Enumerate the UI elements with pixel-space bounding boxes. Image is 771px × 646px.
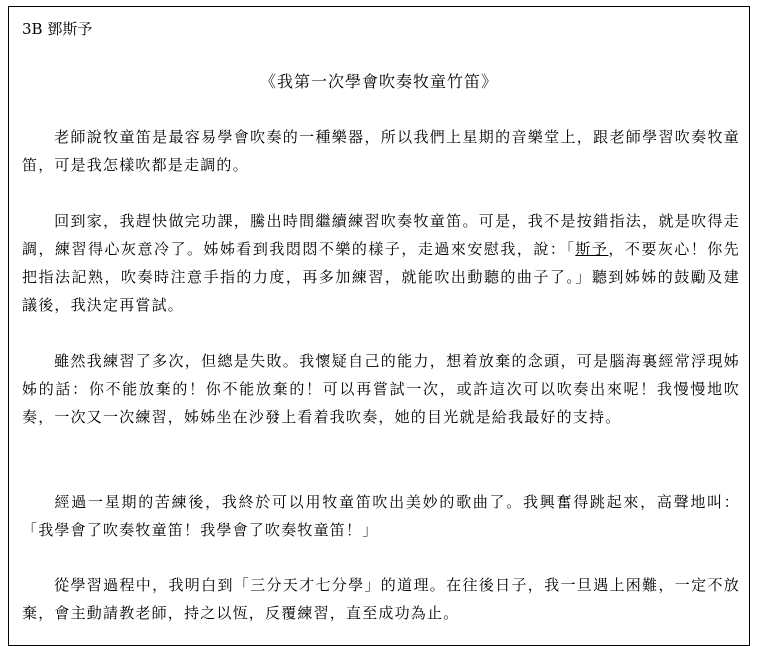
paragraph-3-text: 雖然我練習了多次，但總是失敗。我懷疑自己的能力，想着放棄的念頭，可是腦海裏經常浮現姊姊的話：你不能放棄的！你不能放棄的！可以再嘗試一次，或許這次可以吹奏出來呢！我慢慢地吹奏，一次又一次練習，姊姊坐在沙發上看着我吹奏，她的目光就是給我最好的支持。 xyxy=(22,352,740,426)
paragraph-5 xyxy=(22,571,740,627)
paragraph-2-text-b: ，不要灰心！你先把指法記熟，吹奏時注意手指的力度，再多加練習，就能吹出動聽的曲子了。」聽到姊姊的鼓勵及建議後，我決定再嘗試。 xyxy=(22,240,740,314)
paragraph-4 xyxy=(22,488,740,544)
paragraph-3 xyxy=(22,347,740,431)
paragraph-5-text: 從學習過程中，我明白到「三分天才七分學」的道理。在往後日子，我一旦遇上困難，一定不放棄，會主動請教老師，持之以恆，反覆練習，直至成功為止。 xyxy=(22,576,740,622)
paragraph-2 xyxy=(22,207,740,319)
paragraph-4-text: 經過一星期的苦練後，我終於可以用牧童笛吹出美妙的歌曲了。我興奮得跳起來，高聲地叫：「我學會了吹奏牧童笛！我學會了吹奏牧童笛！」 xyxy=(22,493,740,539)
essay-title: 《我第一次學會吹奏牧童竹笛》 xyxy=(259,72,498,91)
name-underlined: 斯予 xyxy=(575,240,609,258)
paragraph-2-text-a: 回到家，我趕快做完功課，騰出時間繼續練習吹奏牧童笛。可是，我不是按錯指法，就是吹得走調，練習得心灰意冷了。姊姊看到我悶悶不樂的樣子，走過來安慰我，說：「 xyxy=(22,212,740,258)
essay-page xyxy=(8,6,750,646)
paragraph-1-text: 老師說牧童笛是最容易學會吹奏的一種樂器，所以我們上星期的音樂堂上，跟老師學習吹奏牧童笛，可是我怎樣吹都是走調的。 xyxy=(22,128,740,174)
author-line: 3B 鄧斯予 xyxy=(22,20,93,38)
paragraph-1 xyxy=(22,123,740,179)
